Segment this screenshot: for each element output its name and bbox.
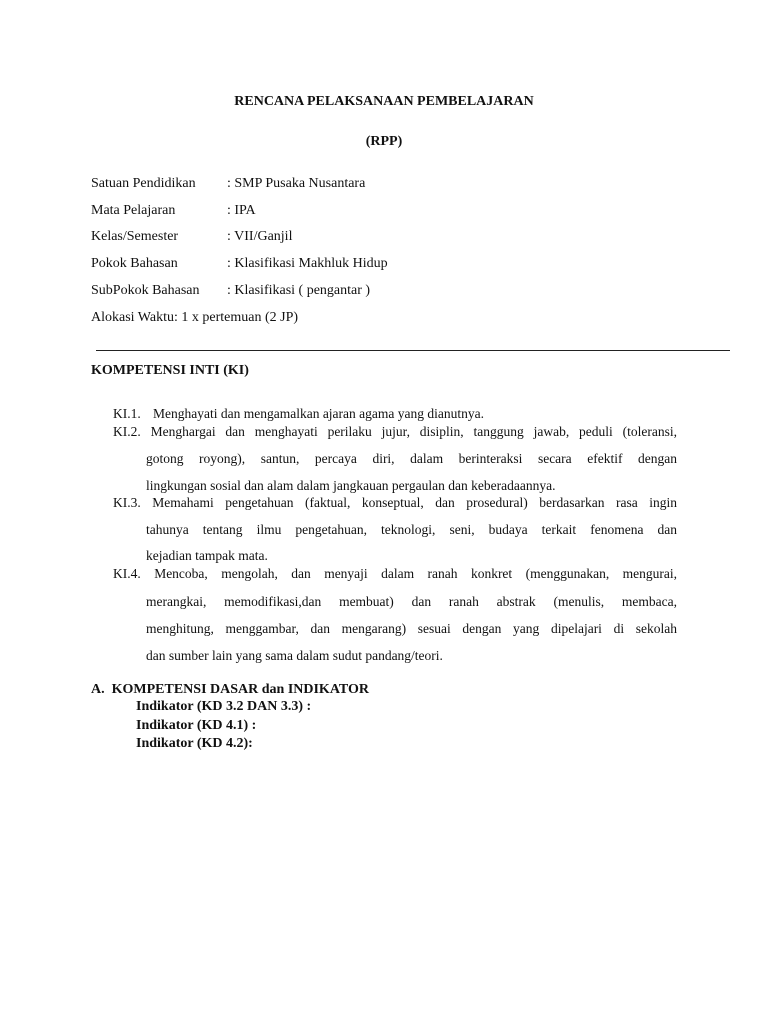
document-subtitle: (RPP) bbox=[365, 134, 403, 149]
identity-label: Satuan Pendidikan bbox=[91, 176, 196, 191]
ki-2-line-1 bbox=[113, 424, 677, 440]
horizontal-divider bbox=[96, 350, 730, 351]
ki-3-line-2: tahunya tentang ilmu pengetahuan, teknologi, seni, budaya terkait fenomena dan bbox=[146, 522, 677, 537]
ki-text: Menghargai dan menghayati perilaku jujur, disiplin, tanggung jawab, peduli (toleransi, bbox=[150, 424, 677, 439]
identity-row-pokok bbox=[91, 256, 388, 276]
ki-label: KI.1. bbox=[113, 406, 141, 421]
ki-4-line-2: merangkai, memodifikasi,dan membuat) dan ranah abstrak (menulis, membaca, bbox=[146, 594, 677, 609]
identity-label: SubPokok Bahasan bbox=[91, 283, 200, 298]
ki-3-line-3: kejadian tampak mata. bbox=[146, 548, 268, 563]
identity-value: : VII/Ganjil bbox=[227, 229, 293, 244]
ki-text: Mencoba, mengolah, dan menyaji dalam ranah konkret (menggunakan, mengurai, bbox=[154, 566, 677, 581]
identity-value: : Klasifikasi Makhluk Hidup bbox=[227, 256, 388, 271]
ki-4-line-4: dan sumber lain yang sama dalam sudut pandang/teori. bbox=[146, 648, 443, 663]
identity-row-mapel bbox=[91, 203, 256, 223]
ki-text: Menghayati dan mengamalkan ajaran agama yang dianutnya. bbox=[153, 406, 484, 421]
ki-2-line-2: gotong royong), santun, percaya diri, dalam berinteraksi secara efektif dengan bbox=[146, 451, 677, 466]
kd-indicator-2: Indikator (KD 4.1) : bbox=[136, 718, 257, 733]
identity-value: : SMP Pusaka Nusantara bbox=[227, 176, 366, 191]
ki-label: KI.4. bbox=[113, 566, 141, 581]
kd-indicator-3: Indikator (KD 4.2): bbox=[136, 736, 253, 751]
ki-label: KI.3. bbox=[113, 495, 141, 510]
identity-label: Kelas/Semester bbox=[91, 229, 179, 244]
identity-label: Pokok Bahasan bbox=[91, 256, 178, 271]
identity-value: : IPA bbox=[227, 203, 256, 218]
identity-label: Mata Pelajaran bbox=[91, 203, 176, 218]
kd-heading: A. KOMPETENSI DASAR dan INDIKATOR bbox=[91, 682, 369, 697]
identity-row-satuan bbox=[91, 176, 365, 196]
kd-indicator-1: Indikator (KD 3.2 DAN 3.3) : bbox=[136, 699, 312, 714]
ki-1-line bbox=[113, 406, 677, 422]
identity-value: : Klasifikasi ( pengantar ) bbox=[227, 283, 371, 298]
allocation-line: Alokasi Waktu: 1 x pertemuan (2 JP) bbox=[91, 310, 299, 325]
ki-text: Memahami pengetahuan (faktual, konseptual, dan prosedural) berdasarkan rasa ingin bbox=[152, 495, 678, 510]
identity-row-subpokok bbox=[91, 283, 370, 303]
document-title: RENCANA PELAKSANAAN PEMBELAJARAN bbox=[234, 94, 534, 109]
ki-3-line-1 bbox=[113, 495, 677, 511]
ki-label: KI.2. bbox=[113, 424, 141, 439]
ki-4-line-1 bbox=[113, 566, 677, 582]
ki-4-line-3: menghitung, menggambar, dan mengarang) sesuai dengan yang dipelajari di sekolah bbox=[146, 621, 677, 636]
identity-row-kelas bbox=[91, 229, 292, 249]
ki-heading: KOMPETENSI INTI (KI) bbox=[91, 363, 249, 378]
ki-2-line-3: lingkungan sosial dan alam dalam jangkauan pergaulan dan keberadaannya. bbox=[146, 478, 556, 493]
